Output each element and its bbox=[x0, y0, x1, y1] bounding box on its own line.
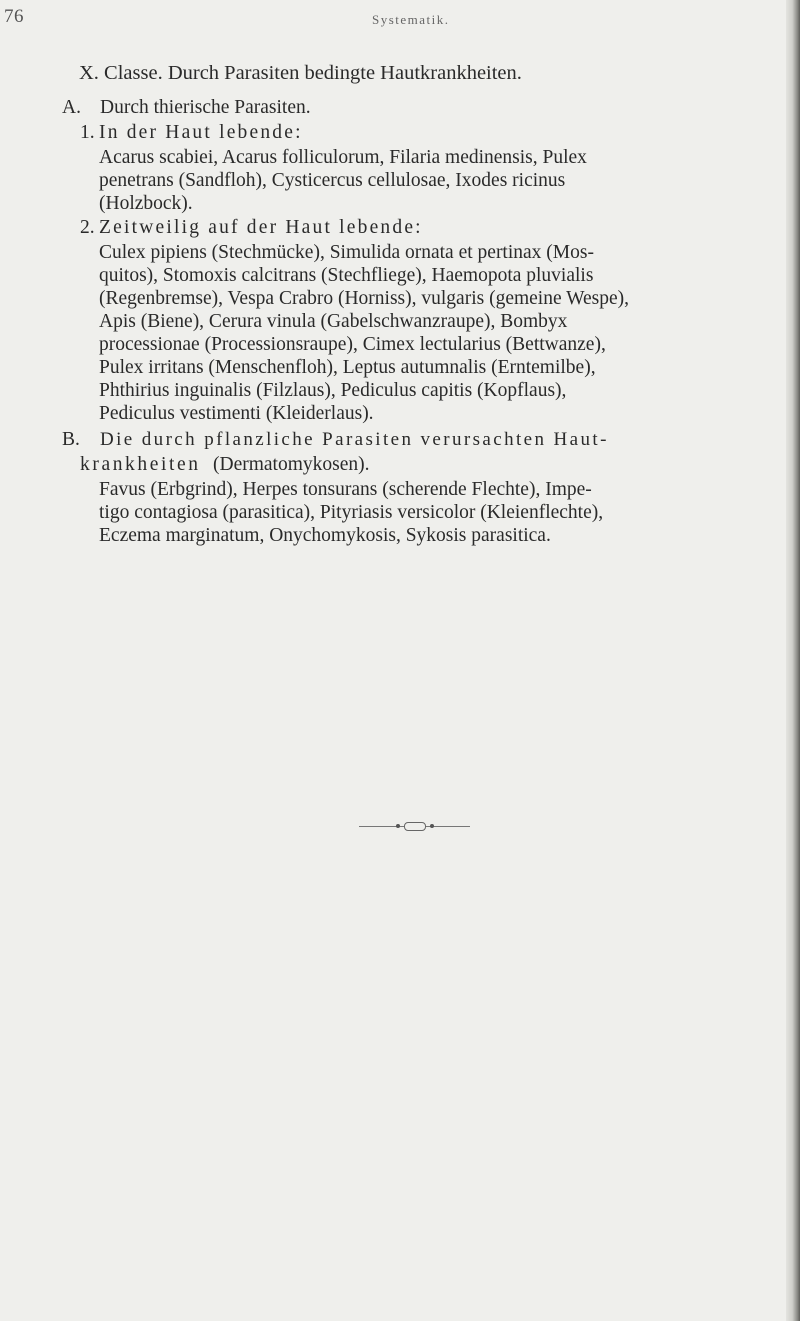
subsection-b-line: tigo contagiosa (parasitica), Pityriasis versicolor (Kleienflechte), bbox=[99, 502, 604, 523]
item-2-line: Apis (Biene), Cerura vinula (Gabelschwanzraupe), Bombyx bbox=[99, 311, 568, 332]
page-edge-shadow bbox=[786, 0, 800, 1321]
item-2-line: Culex pipiens (Stechmücke), Simulida ornata et pertinax (Mos- bbox=[99, 242, 594, 263]
end-ornament-dot bbox=[430, 824, 434, 828]
item-2-line: Phthirius inguinalis (Filzlaus), Pediculus capitis (Kopflaus), bbox=[99, 380, 567, 401]
running-head: Systematik. bbox=[372, 12, 450, 27]
item-1-line: Acarus scabiei, Acarus folliculorum, Filaria medinensis, Pulex bbox=[99, 147, 587, 168]
item-2-number: 2. bbox=[80, 217, 95, 238]
subsection-b-line: Favus (Erbgrind), Herpes tonsurans (scherende Flechte), Impe- bbox=[99, 479, 592, 500]
subsection-b-heading-cont: krankheiten bbox=[80, 454, 201, 475]
item-2-line: Pediculus vestimenti (Kleiderlaus). bbox=[99, 403, 374, 424]
subsection-b-line: Eczema marginatum, Onychomykosis, Sykosis parasitica. bbox=[99, 525, 551, 546]
subsection-b-label: B. bbox=[62, 429, 80, 450]
end-ornament bbox=[404, 822, 426, 831]
item-2-line: processionae (Processionsraupe), Cimex lectularius (Bettwanze), bbox=[99, 334, 606, 355]
item-1-heading: In der Haut lebende: bbox=[99, 122, 303, 143]
subsection-b-heading: Die durch pflanzliche Parasiten verursachten Haut- bbox=[100, 429, 609, 450]
end-ornament-dot bbox=[396, 824, 400, 828]
subsection-b-heading-suffix: (Dermatomykosen). bbox=[213, 454, 370, 475]
item-2-line: quitos), Stomoxis calcitrans (Stechfliege), Haemopota pluvialis bbox=[99, 265, 594, 286]
section-title: X. Classe. Durch Parasiten bedingte Hautkrankheiten. bbox=[79, 62, 522, 84]
item-2-line: (Regenbremse), Vespa Crabro (Horniss), vulgaris (gemeine Wespe), bbox=[99, 288, 630, 309]
item-2-line: Pulex irritans (Menschenfloh), Leptus autumnalis (Erntemilbe), bbox=[99, 357, 596, 378]
page-number: 76 bbox=[4, 6, 24, 27]
item-1-line: penetrans (Sandfloh), Cysticercus cellulosae, Ixodes ricinus bbox=[99, 170, 566, 191]
subsection-a-heading: Durch thierische Parasiten. bbox=[100, 97, 311, 118]
item-1-number: 1. bbox=[80, 122, 95, 143]
subsection-a-label: A. bbox=[62, 97, 81, 118]
item-2-heading: Zeitweilig auf der Haut lebende: bbox=[99, 217, 423, 238]
item-1-line: (Holzbock). bbox=[99, 193, 193, 214]
